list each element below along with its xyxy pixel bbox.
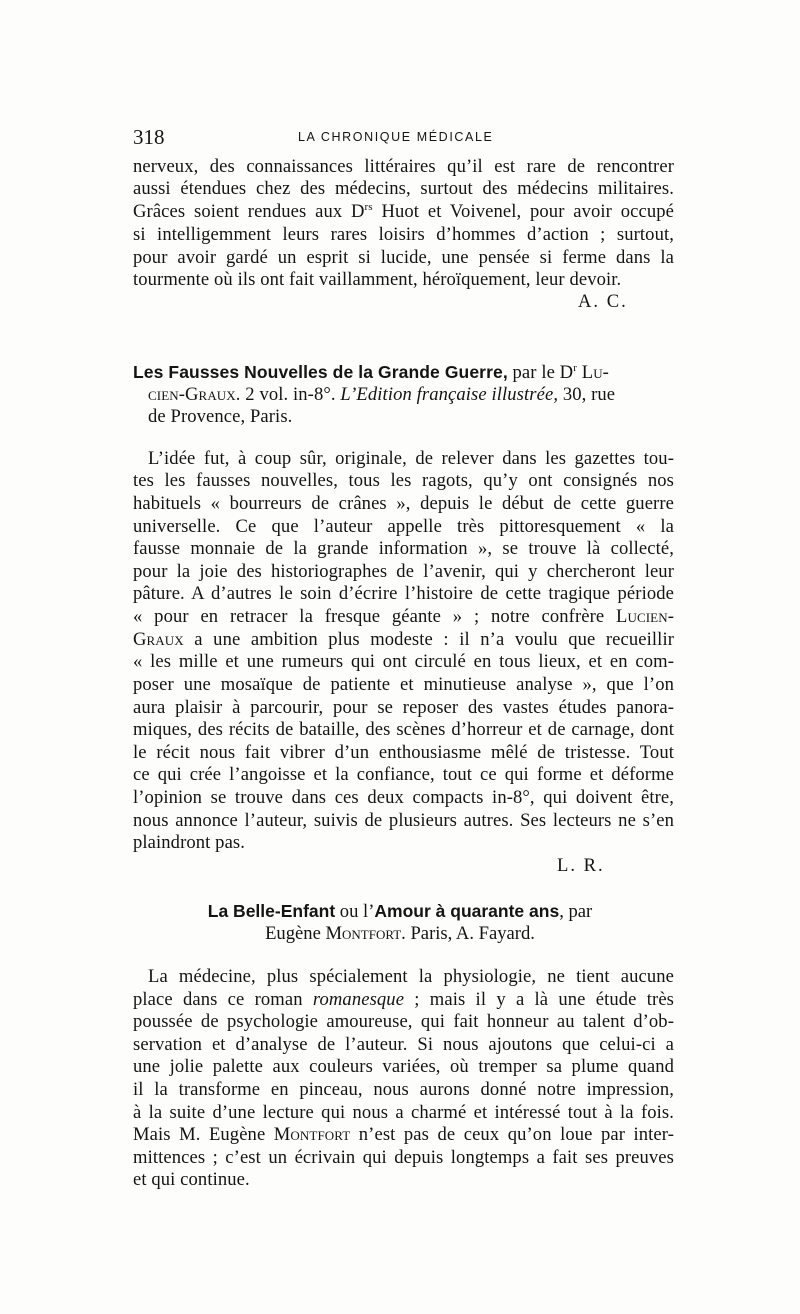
text-line: servation et d’analyse de l’auteur. Si nous ajoutons que celui-ci a	[133, 1034, 674, 1055]
text-line: pour la joie des historiographes de l’avenir, qui y chercheront leur	[133, 561, 674, 582]
signature: L. R.	[557, 855, 605, 876]
running-head: LA CHRONIQUE MÉDICALE	[298, 130, 494, 144]
text-line: La médecine, plus spécialement la physiologie, ne tient aucune	[148, 966, 674, 987]
text-line: L’idée fut, à coup sûr, originale, de relever dans les gazettes tou-	[148, 448, 674, 469]
text-line: habituels « bourreurs de crânes », depuis le début de cette guerre	[133, 493, 674, 514]
text-line: « pour en retracer la fresque géante » ; notre confrère Lucien-	[133, 606, 674, 627]
text-line: place dans ce roman romanesque ; mais il y a là une étude très	[133, 989, 675, 1010]
text-line: tourmente où ils ont fait vaillamment, héroïquement, leur devoir.	[133, 269, 622, 290]
text-line: ce qui crée l’angoisse et la confiance, tout ce qui forme et déforme	[133, 764, 674, 785]
review-heading: Les Fausses Nouvelles de la Grande Guerre, par le $D^r$ Lu-	[133, 361, 609, 383]
text-line: « les mille et une rumeurs qui ont circulé en tous lieux, et en com-	[133, 651, 674, 672]
text-line: miques, des récits de bataille, des scènes d’horreur et de carnage, dont	[133, 719, 674, 740]
text-line: l’opinion se trouve dans ces deux compacts in-8°, qui doivent être,	[133, 787, 674, 808]
text-line: une jolie palette aux couleurs variées, où tremper sa plume quand	[133, 1056, 674, 1077]
page-number: 318	[133, 125, 165, 149]
signature: A. C.	[578, 291, 628, 312]
text-line: fausse monnaie de la grande information », se trouve là collecté,	[133, 538, 674, 559]
text-line: poussée de psychologie amoureuse, qui fait honneur au talent d’ob-	[133, 1011, 674, 1032]
text-line: plaindront pas.	[133, 832, 246, 853]
text-line: nous annonce l’auteur, suivis de plusieurs autres. Ses lecteurs ne s’en	[133, 810, 674, 831]
text-line: et qui continue.	[133, 1169, 250, 1190]
review-heading: cien-Graux. 2 vol. in-8°. L’Edition française illustrée, 30, rue	[148, 384, 616, 405]
text-line: aussi étendues chez des médecins, surtout des médecins militaires.	[133, 178, 674, 199]
text-line: il la transforme en pinceau, nous aurons donné notre impression,	[133, 1079, 674, 1100]
review-heading: La Belle-Enfant ou l’Amour à quarante ans, par	[207, 901, 593, 922]
text-line: à la suite d’une lecture qui nous a charmé et intéressé tout à la fois.	[133, 1102, 674, 1123]
review-heading: de Provence, Paris.	[148, 406, 293, 427]
text-line: poser une mosaïque de patiente et minutieuse analyse », que l’on	[133, 674, 674, 695]
text-line: universelle. Ce que l’auteur appelle très pittoresquement « la	[133, 516, 674, 537]
text-line: Graux a une ambition plus modeste : il n’a voulu que recueillir	[133, 629, 674, 650]
text-line: pâture. A d’autres le soin d’écrire l’histoire de cette tragique période	[133, 583, 674, 604]
text-line: si intelligemment leurs rares loisirs d’hommes d’action ; surtout,	[133, 224, 674, 245]
review-heading: Eugène Montfort. Paris, A. Fayard.	[265, 923, 535, 944]
text-line: le récit nous fait vibrer d’un enthousiasme mêlé de tristesse. Tout	[133, 742, 674, 763]
text-line: nerveux, des connaissances littéraires qu’il est rare de rencontrer	[133, 156, 674, 177]
text-line: pour avoir gardé un esprit si lucide, une pensée si ferme dans la	[133, 247, 674, 268]
text-line: mittences ; c’est un écrivain qui depuis longtemps a fait ses preuves	[133, 1147, 674, 1168]
text-line: tes les fausses nouvelles, tous les ragots, qu’y ont consignés nos	[133, 470, 674, 491]
text-line: aura plaisir à parcourir, pour se reposer des vastes études panora-	[133, 697, 674, 718]
text-line: Mais M. Eugène Montfort n’est pas de ceux qu’on loue par inter-	[133, 1124, 674, 1145]
text-line: Grâces soient rendues aux $D^{rs}$ Huot et Voivenel, pour avoir occupé	[133, 200, 674, 222]
